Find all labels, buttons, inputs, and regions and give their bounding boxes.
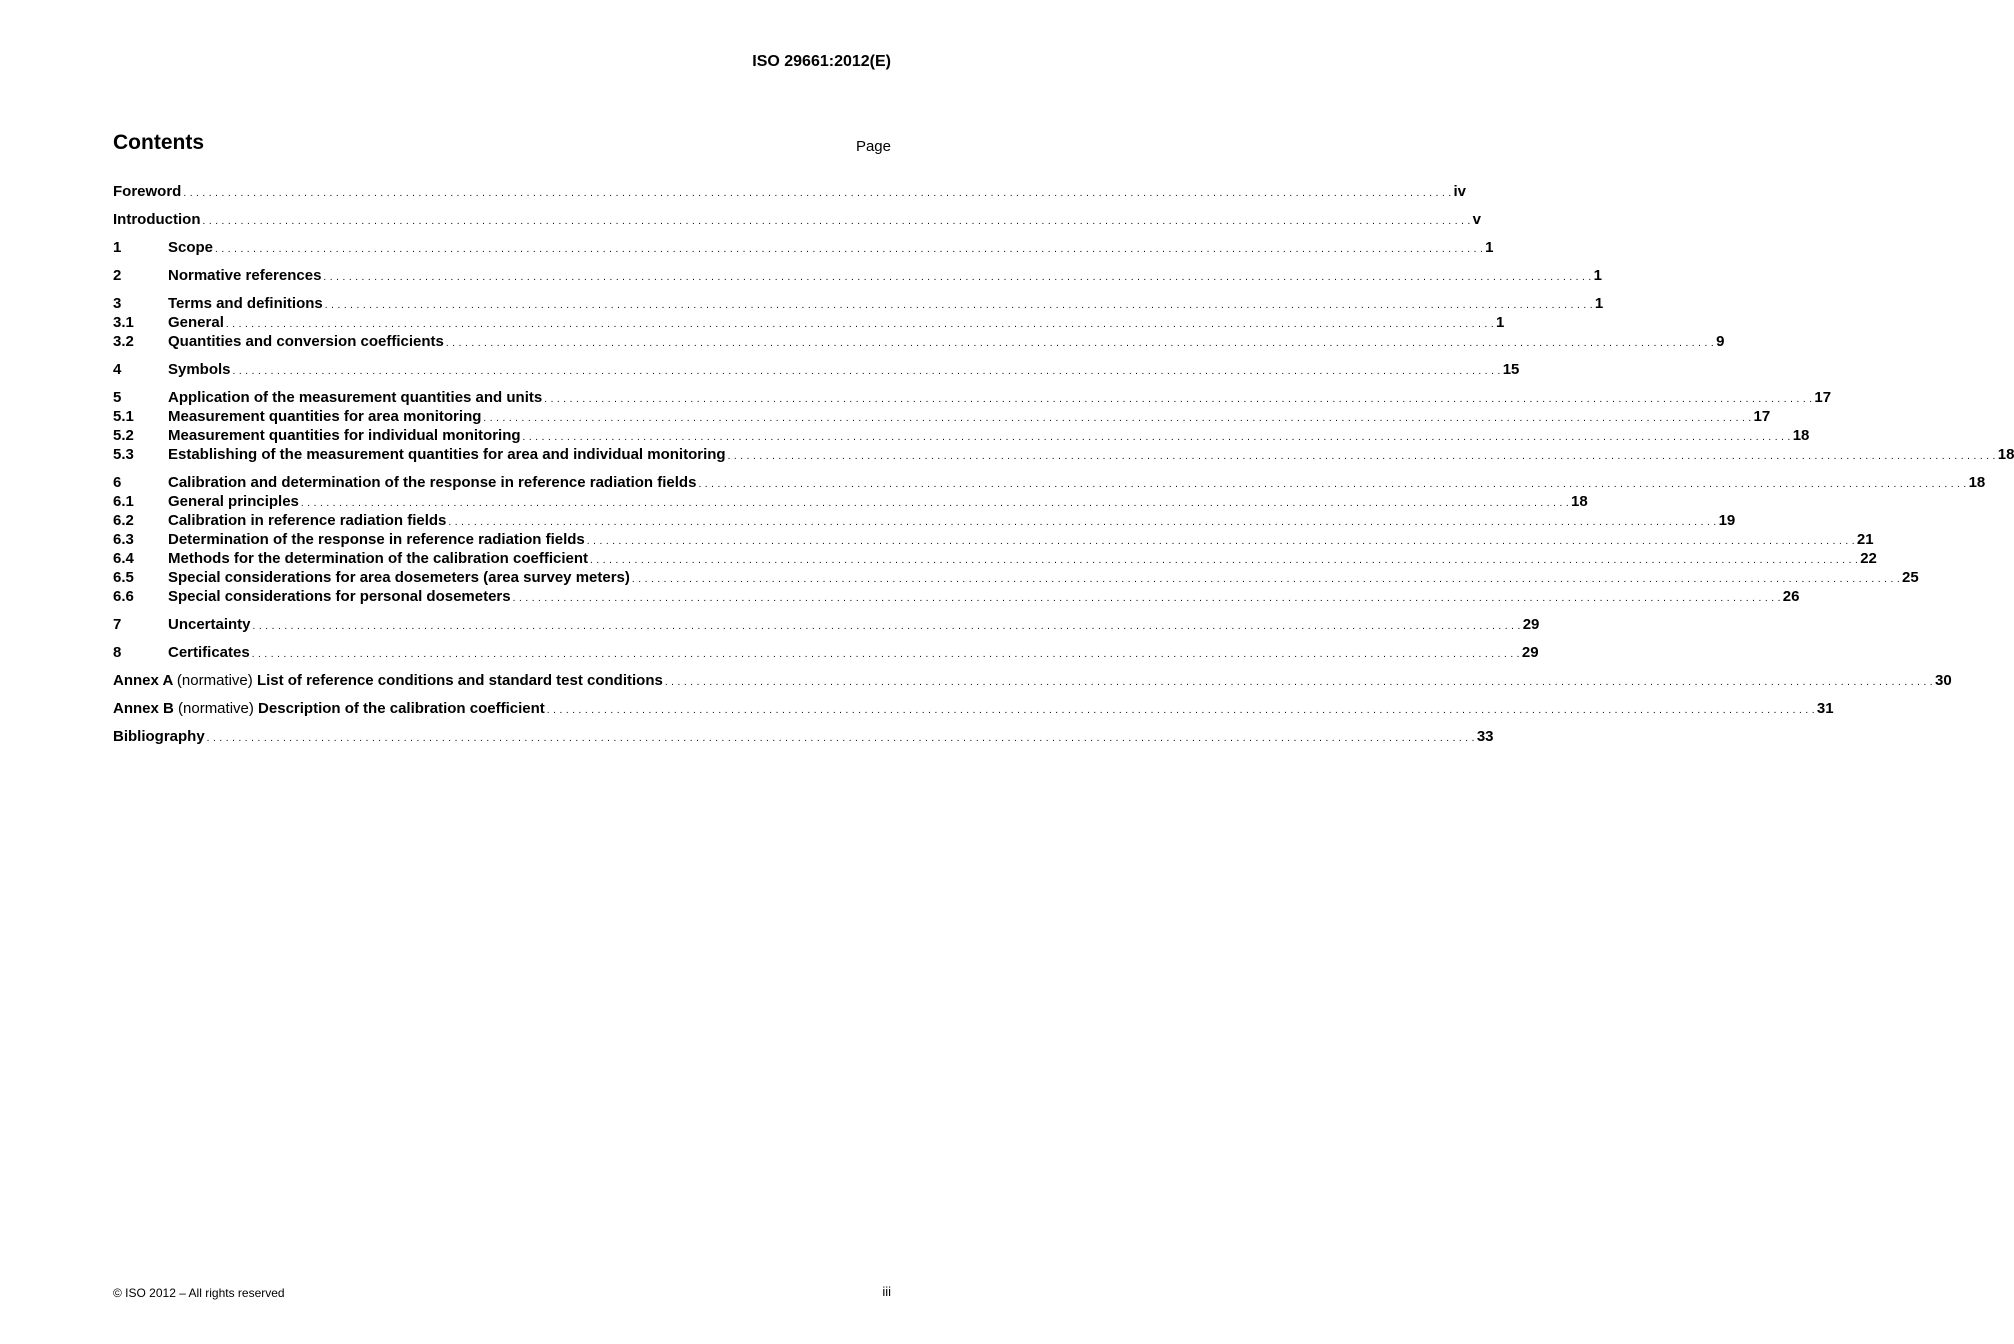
toc-entry-heading: Special considerations for area dosemeters (area survey meters) xyxy=(168,569,630,586)
toc-entry-prefix: Bibliography xyxy=(113,728,205,745)
toc-entry-heading: Calibration in reference radiation fields xyxy=(168,512,447,529)
dot-leader: . . . . . . . . . . . . . . . . . . . . . . . . . . . . . . . . . . . . . . . . . . . . . . . . . . . . . . . . . . . . . . . . . . . . . . . . . . . . . . . . . . . . . . . . . . . . . . . . . . . . . . . . . . . . . . . . . . . . . . . . . . . . . . . . . . . . . . . . . . . . . . . . . . . . . . . . . . . . . . . . . . . . . . . . . . . . . . . . . . . . . . . . . . . . . . . . . . . . . . . . xyxy=(252,621,1521,632)
toc-entry[interactable] xyxy=(113,407,1771,426)
toc-entry-title xyxy=(168,426,521,445)
toc-entry-page: 9 xyxy=(1716,333,1725,350)
toc-entry-heading: Methods for the determination of the calibration coefficient xyxy=(168,550,589,567)
dot-leader: . . . . . . . . . . . . . . . . . . . . . . . . . . . . . . . . . . . . . . . . . . . . . . . . . . . . . . . . . . . . . . . . . . . . . . . . . . . . . . . . . . . . . . . . . . . . . . . . . . . . . . . . . . . . . . . . . . . . . . . . . . . . . . . . . . . . . . . . . . . . . . . . . . . . . . . . . . . . . . . . . . . . . . . . . . . . . . . . . . . . . . . . . . . . . . . . . . . . . . . . xyxy=(202,216,1471,227)
toc-entry[interactable] xyxy=(113,727,1494,746)
toc-entry-page: 18 xyxy=(1792,427,1810,444)
toc-entry-heading: General xyxy=(168,314,224,331)
toc-entry-page: 18 xyxy=(1571,493,1588,510)
toc-entry-page: 1 xyxy=(1593,267,1602,284)
toc-entry-prefix: Annex B xyxy=(113,700,174,717)
toc-entry-number: 2 xyxy=(113,267,122,284)
toc-entry-number: 5.1 xyxy=(113,408,134,425)
toc-entry-title xyxy=(168,511,446,530)
toc-entry-title xyxy=(168,238,213,257)
dot-leader: . . . . . . . . . . . . . . . . . . . . . . . . . . . . . . . . . . . . . . . . . . . . . . . . . . . . . . . . . . . . . . . . . . . . . . . . . . . . . . . . . . . . . . . . . . . . . . . . . . . . . . . . . . . . . . . . . . . . . . . . . . . . . . . . . . . . . . . . . . . . . . . . . . . . . . . . . . . . . . . . . . . . . . . . . . . . . . . . . . . . . . . . . . . . . . . . . . . . . . . . xyxy=(323,272,1592,283)
toc-entry-number: 1 xyxy=(113,239,122,256)
toc-entry-title xyxy=(168,332,444,351)
page-title: Contents xyxy=(113,131,204,154)
toc-entry-prefix: Annex A xyxy=(113,672,173,689)
toc-entry-heading: Normative references xyxy=(168,267,322,284)
toc-entry[interactable] xyxy=(113,445,2014,464)
page-number: iii xyxy=(882,1284,891,1299)
dot-leader: . . . . . . . . . . . . . . . . . . . . . . . . . . . . . . . . . . . . . . . . . . . . . . . . . . . . . . . . . . . . . . . . . . . . . . . . . . . . . . . . . . . . . . . . . . . . . . . . . . . . . . . . . . . . . . . . . . . . . . . . . . . . . . . . . . . . . . . . . . . . . . . . . . . . . . . . . . . . . . . . . . . . . . . . . . . . . . . . . . . . . . . . . . . . . . . . . . . . . . . . xyxy=(727,451,1996,462)
toc-entry-page: 1 xyxy=(1496,314,1505,331)
toc-entry[interactable] xyxy=(113,568,1919,587)
toc-entry-number: 5.3 xyxy=(113,446,134,463)
dot-leader: . . . . . . . . . . . . . . . . . . . . . . . . . . . . . . . . . . . . . . . . . . . . . . . . . . . . . . . . . . . . . . . . . . . . . . . . . . . . . . . . . . . . . . . . . . . . . . . . . . . . . . . . . . . . . . . . . . . . . . . . . . . . . . . . . . . . . . . . . . . . . . . . . . . . . . . . . . . . . . . . . . . . . . . . . . . . . . . . . . . . . . . . . . . . . . . . . . . . . . . . xyxy=(664,677,1933,688)
toc-entry[interactable] xyxy=(113,388,1832,407)
toc-entry-title xyxy=(168,473,696,492)
dot-leader: . . . . . . . . . . . . . . . . . . . . . . . . . . . . . . . . . . . . . . . . . . . . . . . . . . . . . . . . . . . . . . . . . . . . . . . . . . . . . . . . . . . . . . . . . . . . . . . . . . . . . . . . . . . . . . . . . . . . . . . . . . . . . . . . . . . . . . . . . . . . . . . . . . . . . . . . . . . . . . . . . . . . . . . . . . . . . . . . . . . . . . . . . . . . . . . . . . . . . . . . xyxy=(324,300,1593,311)
toc-entry-page: 1 xyxy=(1594,295,1604,312)
toc-entry-page: 18 xyxy=(1968,474,1986,491)
toc-entry[interactable] xyxy=(113,294,1604,313)
toc-entry-prefix: Introduction xyxy=(113,211,201,228)
toc-entry-heading: Determination of the response in reference radiation fields xyxy=(168,531,585,548)
toc-entry-title xyxy=(168,549,588,568)
toc-entry-page: 1 xyxy=(1485,239,1494,256)
toc-entry[interactable] xyxy=(113,549,1877,568)
toc-entry-number: 5.2 xyxy=(113,427,134,444)
dot-leader: . . . . . . . . . . . . . . . . . . . . . . . . . . . . . . . . . . . . . . . . . . . . . . . . . . . . . . . . . . . . . . . . . . . . . . . . . . . . . . . . . . . . . . . . . . . . . . . . . . . . . . . . . . . . . . . . . . . . . . . . . . . . . . . . . . . . . . . . . . . . . . . . . . . . . . . . . . . . . . . . . . . . . . . . . . . . . . . . . . . . . . . . . . . . . . . . . . . . . . . . xyxy=(183,188,1452,199)
toc-entry-title xyxy=(113,699,545,718)
toc-entry-number: 4 xyxy=(113,361,122,378)
dot-leader: . . . . . . . . . . . . . . . . . . . . . . . . . . . . . . . . . . . . . . . . . . . . . . . . . . . . . . . . . . . . . . . . . . . . . . . . . . . . . . . . . . . . . . . . . . . . . . . . . . . . . . . . . . . . . . . . . . . . . . . . . . . . . . . . . . . . . . . . . . . . . . . . . . . . . . . . . . . . . . . . . . . . . . . . . . . . . . . . . . . . . . . . . . . . . . . . . . . . . . . . xyxy=(631,574,1901,585)
toc-entry-page: iv xyxy=(1453,183,1467,200)
toc-entry-title xyxy=(168,445,726,464)
toc-entry-page: 25 xyxy=(1902,569,1919,586)
toc-entry[interactable] xyxy=(113,360,1520,379)
dot-leader: . . . . . . . . . . . . . . . . . . . . . . . . . . . . . . . . . . . . . . . . . . . . . . . . . . . . . . . . . . . . . . . . . . . . . . . . . . . . . . . . . . . . . . . . . . . . . . . . . . . . . . . . . . . . . . . . . . . . . . . . . . . . . . . . . . . . . . . . . . . . . . . . . . . . . . . . . . . . . . . . . . . . . . . . . . . . . . . . . . . . . . . . . . . . . . . . . . . . . . . . xyxy=(215,244,1484,255)
toc-entry-page: 17 xyxy=(1753,408,1771,425)
toc-entry[interactable] xyxy=(113,332,1725,351)
dot-leader: . . . . . . . . . . . . . . . . . . . . . . . . . . . . . . . . . . . . . . . . . . . . . . . . . . . . . . . . . . . . . . . . . . . . . . . . . . . . . . . . . . . . . . . . . . . . . . . . . . . . . . . . . . . . . . . . . . . . . . . . . . . . . . . . . . . . . . . . . . . . . . . . . . . . . . . . . . . . . . . . . . . . . . . . . . . . . . . . . . . . . . . . . . . . . . . . . . . . . . . . xyxy=(522,432,1791,443)
dot-leader: . . . . . . . . . . . . . . . . . . . . . . . . . . . . . . . . . . . . . . . . . . . . . . . . . . . . . . . . . . . . . . . . . . . . . . . . . . . . . . . . . . . . . . . . . . . . . . . . . . . . . . . . . . . . . . . . . . . . . . . . . . . . . . . . . . . . . . . . . . . . . . . . . . . . . . . . . . . . . . . . . . . . . . . . . . . . . . . . . . . . . . . . . . . . . . . . . . . . . . . . xyxy=(586,536,1855,547)
toc-entry-title xyxy=(168,266,321,285)
toc-entry[interactable] xyxy=(113,473,1986,492)
toc-entry-title xyxy=(113,182,181,201)
toc-entry[interactable] xyxy=(113,426,1810,445)
toc-entry-title xyxy=(168,407,481,426)
toc-entry[interactable] xyxy=(113,492,1588,511)
toc-entry-title xyxy=(113,671,663,690)
toc-entry-heading: List of reference conditions and standard test conditions xyxy=(256,672,663,689)
toc-entry-title xyxy=(168,313,224,332)
toc-entry[interactable] xyxy=(113,511,1736,530)
toc-entry-title xyxy=(168,492,299,511)
toc-entry-number: 3.2 xyxy=(113,333,134,350)
toc-entry[interactable] xyxy=(113,587,1800,606)
toc-entry-heading: Scope xyxy=(168,239,214,256)
table-of-contents xyxy=(113,182,2014,746)
document-id: ISO 29661:2012(E) xyxy=(752,53,891,70)
dot-leader: . . . . . . . . . . . . . . . . . . . . . . . . . . . . . . . . . . . . . . . . . . . . . . . . . . . . . . . . . . . . . . . . . . . . . . . . . . . . . . . . . . . . . . . . . . . . . . . . . . . . . . . . . . . . . . . . . . . . . . . . . . . . . . . . . . . . . . . . . . . . . . . . . . . . . . . . . . . . . . . . . . . . . . . . . . . . . . . . . . . . . . . . . . . . . . . . . . . . . . . . xyxy=(300,498,1570,509)
toc-entry-heading: Description of the calibration coefficient xyxy=(258,700,545,717)
toc-entry[interactable] xyxy=(113,671,1952,690)
toc-entry-page: 29 xyxy=(1521,644,1539,661)
toc-entry-heading: Measurement quantities for individual monitoring xyxy=(168,427,521,444)
toc-entry-title xyxy=(168,615,251,634)
toc-entry[interactable] xyxy=(113,699,1834,718)
toc-entry[interactable] xyxy=(113,238,1494,257)
toc-entry-title xyxy=(168,388,542,407)
toc-entry-page: 18 xyxy=(1997,446,2014,463)
toc-entry[interactable] xyxy=(113,210,1481,229)
dot-leader: . . . . . . . . . . . . . . . . . . . . . . . . . . . . . . . . . . . . . . . . . . . . . . . . . . . . . . . . . . . . . . . . . . . . . . . . . . . . . . . . . . . . . . . . . . . . . . . . . . . . . . . . . . . . . . . . . . . . . . . . . . . . . . . . . . . . . . . . . . . . . . . . . . . . . . . . . . . . . . . . . . . . . . . . . . . . . . . . . . . . . . . . . . . . . . . . . . . . . . . . xyxy=(251,649,1520,660)
toc-entry[interactable] xyxy=(113,266,1602,285)
toc-entry-note: (normative) xyxy=(176,672,253,689)
toc-entry-page: 15 xyxy=(1502,361,1520,378)
toc-entry-prefix: Foreword xyxy=(113,183,182,200)
toc-entry-number: 6.1 xyxy=(113,493,134,510)
dot-leader: . . . . . . . . . . . . . . . . . . . . . . . . . . . . . . . . . . . . . . . . . . . . . . . . . . . . . . . . . . . . . . . . . . . . . . . . . . . . . . . . . . . . . . . . . . . . . . . . . . . . . . . . . . . . . . . . . . . . . . . . . . . . . . . . . . . . . . . . . . . . . . . . . . . . . . . . . . . . . . . . . . . . . . . . . . . . . . . . . . . . . . . . . . . . . . . . . . . . . . . . xyxy=(544,394,1813,405)
toc-entry-number: 8 xyxy=(113,644,122,661)
toc-entry-title xyxy=(168,360,231,379)
toc-entry-title xyxy=(168,568,630,587)
toc-entry-note: (normative) xyxy=(178,700,254,717)
toc-entry-heading: Special considerations for personal dosemeters xyxy=(168,588,511,605)
toc-entry-heading: Application of the measurement quantities and units xyxy=(168,389,543,406)
toc-entry[interactable] xyxy=(113,615,1540,634)
toc-entry-number: 3 xyxy=(113,295,122,312)
toc-entry-title xyxy=(168,643,250,662)
toc-entry-title xyxy=(168,587,511,606)
toc-entry-heading: Uncertainty xyxy=(168,616,251,633)
toc-entry-heading: Establishing of the measurement quantities for area and individual monitoring xyxy=(168,446,726,463)
toc-entry-title xyxy=(168,530,585,549)
toc-entry-heading: General principles xyxy=(168,493,299,510)
dot-leader: . . . . . . . . . . . . . . . . . . . . . . . . . . . . . . . . . . . . . . . . . . . . . . . . . . . . . . . . . . . . . . . . . . . . . . . . . . . . . . . . . . . . . . . . . . . . . . . . . . . . . . . . . . . . . . . . . . . . . . . . . . . . . . . . . . . . . . . . . . . . . . . . . . . . . . . . . . . . . . . . . . . . . . . . . . . . . . . . . . . . . . . . . . . . . . . . . . . . . . . . xyxy=(483,413,1752,424)
toc-entry-number: 6.5 xyxy=(113,569,134,586)
dot-leader: . . . . . . . . . . . . . . . . . . . . . . . . . . . . . . . . . . . . . . . . . . . . . . . . . . . . . . . . . . . . . . . . . . . . . . . . . . . . . . . . . . . . . . . . . . . . . . . . . . . . . . . . . . . . . . . . . . . . . . . . . . . . . . . . . . . . . . . . . . . . . . . . . . . . . . . . . . . . . . . . . . . . . . . . . . . . . . . . . . . . . . . . . . . . . . . . . . . . . . . . xyxy=(225,319,1495,330)
toc-entry-page: 21 xyxy=(1856,531,1874,548)
toc-entry[interactable] xyxy=(113,313,1505,332)
dot-leader: . . . . . . . . . . . . . . . . . . . . . . . . . . . . . . . . . . . . . . . . . . . . . . . . . . . . . . . . . . . . . . . . . . . . . . . . . . . . . . . . . . . . . . . . . . . . . . . . . . . . . . . . . . . . . . . . . . . . . . . . . . . . . . . . . . . . . . . . . . . . . . . . . . . . . . . . . . . . . . . . . . . . . . . . . . . . . . . . . . . . . . . . . . . . . . . . . . . . . . . . xyxy=(448,517,1717,528)
page-column-label: Page xyxy=(855,138,891,155)
toc-entry-number: 7 xyxy=(113,616,122,633)
toc-entry-heading: Symbols xyxy=(168,361,231,378)
dot-leader: . . . . . . . . . . . . . . . . . . . . . . . . . . . . . . . . . . . . . . . . . . . . . . . . . . . . . . . . . . . . . . . . . . . . . . . . . . . . . . . . . . . . . . . . . . . . . . . . . . . . . . . . . . . . . . . . . . . . . . . . . . . . . . . . . . . . . . . . . . . . . . . . . . . . . . . . . . . . . . . . . . . . . . . . . . . . . . . . . . . . . . . . . . . . . . . . . . . . . . . . xyxy=(512,593,1781,604)
toc-entry-page: 17 xyxy=(1814,389,1832,406)
toc-entry-number: 6.3 xyxy=(113,531,134,548)
dot-leader: . . . . . . . . . . . . . . . . . . . . . . . . . . . . . . . . . . . . . . . . . . . . . . . . . . . . . . . . . . . . . . . . . . . . . . . . . . . . . . . . . . . . . . . . . . . . . . . . . . . . . . . . . . . . . . . . . . . . . . . . . . . . . . . . . . . . . . . . . . . . . . . . . . . . . . . . . . . . . . . . . . . . . . . . . . . . . . . . . . . . . . . . . . . . . . . . . . . . . . . . xyxy=(206,733,1475,744)
toc-entry-page: 30 xyxy=(1934,672,1952,689)
toc-entry-title xyxy=(168,294,323,313)
toc-entry-number: 6.2 xyxy=(113,512,134,529)
dot-leader: . . . . . . . . . . . . . . . . . . . . . . . . . . . . . . . . . . . . . . . . . . . . . . . . . . . . . . . . . . . . . . . . . . . . . . . . . . . . . . . . . . . . . . . . . . . . . . . . . . . . . . . . . . . . . . . . . . . . . . . . . . . . . . . . . . . . . . . . . . . . . . . . . . . . . . . . . . . . . . . . . . . . . . . . . . . . . . . . . . . . . . . . . . . . . . . . . . . . . . . . xyxy=(590,555,1859,566)
toc-entry-heading: Calibration and determination of the response in reference radiation fields xyxy=(168,474,697,491)
toc-entry-heading: Quantities and conversion coefficients xyxy=(168,333,444,350)
toc-entry-page: 22 xyxy=(1860,550,1877,567)
toc-entry-heading: Terms and definitions xyxy=(168,295,323,312)
toc-entry-number: 3.1 xyxy=(113,314,134,331)
toc-entry-page: 26 xyxy=(1782,588,1800,605)
toc-entry-page: 19 xyxy=(1718,512,1736,529)
toc-entry-page: 29 xyxy=(1522,616,1540,633)
toc-entry[interactable] xyxy=(113,182,1467,201)
toc-entry-number: 6 xyxy=(113,474,122,491)
toc-entry[interactable] xyxy=(113,530,1874,549)
copyright-notice: © ISO 2012 – All rights reserved xyxy=(113,1286,285,1300)
toc-entry-heading: Certificates xyxy=(168,644,250,661)
toc-entry-heading: Measurement quantities for area monitoring xyxy=(168,408,482,425)
toc-entry-page: 31 xyxy=(1816,700,1834,717)
toc-entry-page: v xyxy=(1472,211,1481,228)
toc-entry-title xyxy=(113,210,200,229)
toc-entry-number: 6.6 xyxy=(113,588,134,605)
toc-entry-number: 6.4 xyxy=(113,550,134,567)
dot-leader: . . . . . . . . . . . . . . . . . . . . . . . . . . . . . . . . . . . . . . . . . . . . . . . . . . . . . . . . . . . . . . . . . . . . . . . . . . . . . . . . . . . . . . . . . . . . . . . . . . . . . . . . . . . . . . . . . . . . . . . . . . . . . . . . . . . . . . . . . . . . . . . . . . . . . . . . . . . . . . . . . . . . . . . . . . . . . . . . . . . . . . . . . . . . . . . . . . . . . . . . xyxy=(698,479,1967,490)
toc-entry-number: 5 xyxy=(113,389,122,406)
dot-leader: . . . . . . . . . . . . . . . . . . . . . . . . . . . . . . . . . . . . . . . . . . . . . . . . . . . . . . . . . . . . . . . . . . . . . . . . . . . . . . . . . . . . . . . . . . . . . . . . . . . . . . . . . . . . . . . . . . . . . . . . . . . . . . . . . . . . . . . . . . . . . . . . . . . . . . . . . . . . . . . . . . . . . . . . . . . . . . . . . . . . . . . . . . . . . . . . . . . . . . . . xyxy=(445,338,1715,349)
toc-entry-title xyxy=(113,727,205,746)
dot-leader: . . . . . . . . . . . . . . . . . . . . . . . . . . . . . . . . . . . . . . . . . . . . . . . . . . . . . . . . . . . . . . . . . . . . . . . . . . . . . . . . . . . . . . . . . . . . . . . . . . . . . . . . . . . . . . . . . . . . . . . . . . . . . . . . . . . . . . . . . . . . . . . . . . . . . . . . . . . . . . . . . . . . . . . . . . . . . . . . . . . . . . . . . . . . . . . . . . . . . . . . xyxy=(546,705,1815,716)
toc-entry[interactable] xyxy=(113,643,1539,662)
toc-entry-page: 33 xyxy=(1476,728,1494,745)
dot-leader: . . . . . . . . . . . . . . . . . . . . . . . . . . . . . . . . . . . . . . . . . . . . . . . . . . . . . . . . . . . . . . . . . . . . . . . . . . . . . . . . . . . . . . . . . . . . . . . . . . . . . . . . . . . . . . . . . . . . . . . . . . . . . . . . . . . . . . . . . . . . . . . . . . . . . . . . . . . . . . . . . . . . . . . . . . . . . . . . . . . . . . . . . . . . . . . . . . . . . . . . xyxy=(232,366,1501,377)
